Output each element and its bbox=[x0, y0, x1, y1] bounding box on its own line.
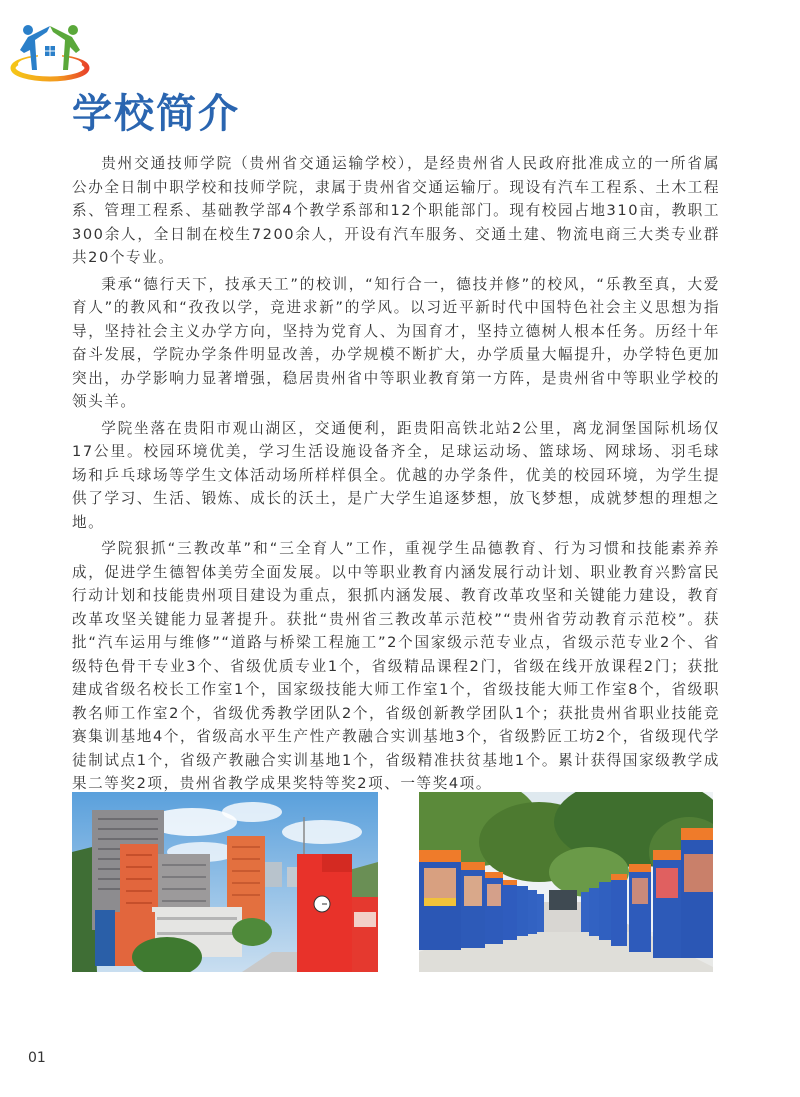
avenue-display-boards-photo bbox=[419, 792, 713, 972]
paragraph-achievements: 学院狠抓“三教改革”和“三全育人”工作，重视学生品德教育、行为习惯和技能素养养成，促进学生德智体美劳全面发展。以中等职业教育内涵发展行动计划、职业教育兴黔富民行动计划和技能贵州项目建设为重点，狠抓内涵发展、教育改革攻坚和关键能力建设，教育改革攻坚关键能力显著提升。获批“贵州省三教改革示范校”“贵州省劳动教育示范校”。获批“汽车运用与维修”“道路与桥梁工程施工”2个国家级示范专业点，省级示范专业2个、省级特色骨干专业3个、省级优质专业1个，省级精品课程2门，省级在线开放课程2门；获批建成省级名校长工作室1个，国家级技能大师工作室1个，省级技能大师工作室8个，省级职教名师工作室2个，省级优秀教学团队2个，省级创新教学团队1个；获批贵州省职业技能竞赛集训基地4个，省级高水平生产性产教融合实训基地3个，省级黔匠工坊2个，省级现代学徒制试点1个，省级产教融合实训基地1个，省级精准扶贫基地1个。累计获得国家级教学成果二等奖2项，贵州省教学成果奖特等奖2项、一等奖4项。 bbox=[72, 540, 720, 792]
paragraph-location: 学院坐落在贵阳市观山湖区，交通便利，距贵阳高铁北站2公里，离龙洞堡国际机场仅17公里。校园环境优美，学习生活设施设备齐全，足球运动场、篮球场、网球场、羽毛球场和乒乓球场等学生文体活动场所样样俱全。优越的办学条件，优美的校园环境，为学生提供了学习、生活、锻炼、成长的沃土，是广大学生追逐梦想，放飞梦想，成就梦想的理想之地。 bbox=[72, 419, 720, 531]
intro-content bbox=[72, 152, 720, 799]
page-title: 学校简介 bbox=[72, 91, 240, 137]
page-number: 01 bbox=[28, 1050, 46, 1066]
family-house-logo-icon bbox=[10, 20, 90, 82]
campus-buildings-image-icon bbox=[72, 792, 378, 972]
campus-buildings-photo bbox=[72, 792, 378, 972]
paragraph-motto: 秉承“德行天下，技承天工”的校训，“知行合一，德技并修”的校风，“乐教至真，大爱育人”的教风和“孜孜以学，竞进求新”的学风。以习近平新时代中国特色社会主义思想为指导，坚持社会主义办学方向，坚持为党育人、为国育才，坚持立德树人根本任务。历经十年奋斗发展，学院办学条件明显改善，办学规模不断扩大，办学质量大幅提升，办学特色更加突出，办学影响力显著增强，稳居贵州省中等职业教育第一方阵，是贵州省中等职业学校的领头羊。 bbox=[72, 275, 720, 410]
school-logo bbox=[10, 20, 90, 82]
paragraph-overview: 贵州交通技师学院（贵州省交通运输学校），是经贵州省人民政府批准成立的一所省属公办全日制中职学校和技师学院，隶属于贵州省交通运输厅。现设有汽车工程系、土木工程系、管理工程系、基础教学部4个教学系部和12个职能部门。现有校园占地310亩，教职工300余人，全日制在校生7200余人，开设有汽车服务、交通土建、物流电商三大类专业群共20个专业。 bbox=[72, 155, 720, 266]
avenue-display-image-icon bbox=[419, 792, 713, 972]
